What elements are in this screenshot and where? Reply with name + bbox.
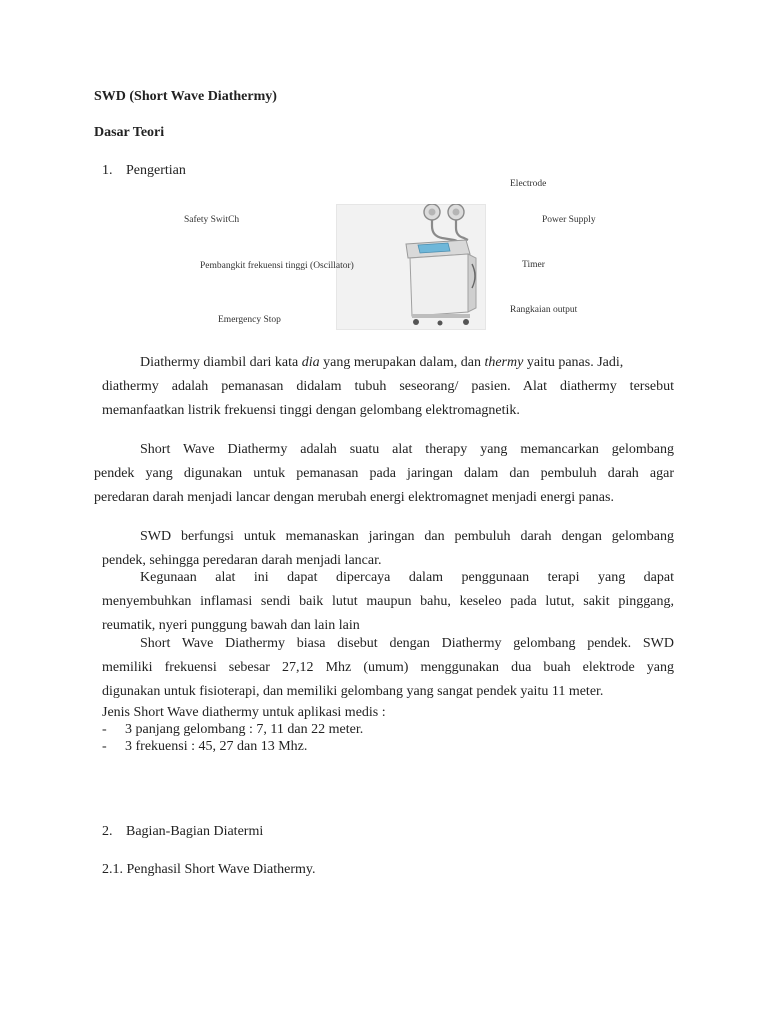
label-safety-switch: Safety SwitCh (184, 215, 240, 225)
diathermy-device-figure (180, 176, 620, 328)
paragraph-line: memanfaatkan listrik frekuensi tinggi dengan gelombang elektromagnetik. (102, 403, 520, 418)
paragraph-line: memiliki frekuensi sebesar 27,12 Mhz (umum) menggunakan dua buah elektrode yang (102, 660, 674, 675)
list-item: - 3 frekuensi : 45, 27 dan 13 Mhz. (102, 739, 308, 754)
swd-types-list (102, 704, 386, 755)
list-intro: Jenis Short Wave diathermy untuk aplikasi medis : (102, 705, 386, 720)
paragraph-line: SWD berfungsi untuk memanaskan jaringan dan pembuluh darah dengan gelombang (140, 529, 674, 544)
label-emergency-stop: Emergency Stop (218, 315, 281, 325)
paragraph-line: Short Wave Diathermy adalah suatu alat therapy yang memancarkan gelombang (140, 442, 674, 457)
section-number: 2. (102, 824, 113, 839)
label-oscillator: Pembangkit frekuensi tinggi (Oscillator) (200, 261, 354, 271)
label-power-supply: Power Supply (542, 215, 596, 225)
paragraph-line: diathermy adalah pemanasan didalam tubuh seseorang/ pasien. Alat diathermy tersebut (102, 379, 674, 394)
paragraph-line: Short Wave Diathermy biasa disebut dengan Diathermy gelombang pendek. SWD (140, 636, 674, 651)
document-title: SWD (Short Wave Diathermy) (94, 89, 277, 104)
section-heading-pengertian (102, 163, 186, 179)
label-timer: Timer (522, 260, 545, 270)
section-number: 1. (102, 163, 113, 178)
section-heading-dasar-teori: Dasar Teori (94, 125, 165, 140)
paragraph-line: digunakan untuk fisioterapi, dan memiliki gelombang yang sangat pendek yaitu 11 meter. (102, 684, 604, 699)
paragraph-line: pendek, sehingga peredaran darah menjadi lancar. (102, 553, 382, 568)
paragraph-frequency (102, 632, 674, 704)
section-heading-bagian (102, 824, 263, 840)
section-label: Bagian-Bagian Diatermi (126, 824, 264, 839)
label-electrode: Electrode (510, 179, 547, 189)
cabinet-body (410, 254, 476, 316)
paragraph-line: Diathermy diambil dari kata dia yang merupakan dalam, dan thermy yaitu panas. Jadi, (140, 355, 624, 370)
paragraph-line: reumatik, nyeri punggung bawah dan lain lain (102, 618, 360, 633)
paragraph-line: Kegunaan alat ini dapat dipercaya dalam penggunaan terapi yang dapat (140, 570, 674, 585)
paragraph-line: menyembuhkan inflamasi sendi baik lutut maupun bahu, keseleo pada lutut, sakit pinggang, (102, 594, 674, 609)
paragraph-line: peredaran darah menjadi lancar dengan merubah energi elektromagnet menjadi energi panas. (94, 490, 614, 505)
wheels-icon (412, 314, 470, 326)
paragraph-swd-description (94, 438, 674, 510)
section-label: Pengertian (126, 163, 186, 178)
list-item: - 3 panjang gelombang : 7, 11 dan 22 meter. (102, 722, 364, 737)
subsection-heading-penghasil: 2.1. Penghasil Short Wave Diathermy. (102, 862, 316, 877)
paragraph-usage (102, 566, 674, 638)
paragraph-line: pendek yang digunakan untuk pemanasan pada jaringan dalam dan pembuluh darah agar (94, 466, 674, 481)
electrode-icon (424, 204, 464, 220)
term-dia: dia (301, 355, 320, 370)
paragraph-definition (102, 351, 674, 423)
term-thermy: thermy (484, 355, 524, 370)
label-rangkaian-output: Rangkaian output (510, 305, 578, 315)
